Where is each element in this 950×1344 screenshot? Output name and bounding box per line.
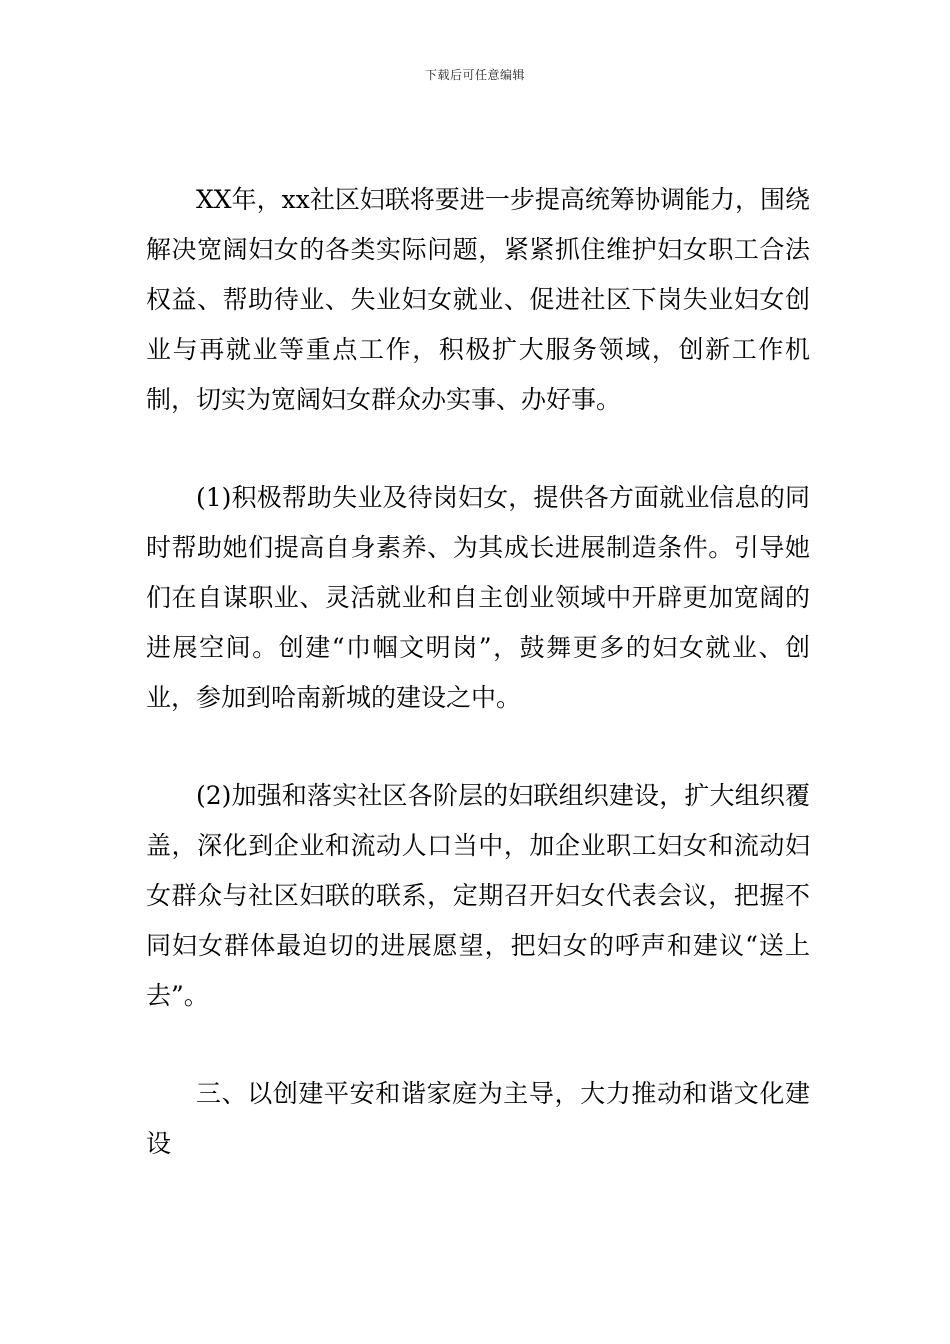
body-paragraph: XX年，xx社区妇联将要进一步提高统筹协调能力，围绕解决宽阔妇女的各类实际问题，紧紧抓住维护妇女职工合法权益、帮助待业、失业妇女就业、促进社区下岗失业妇女创业与再就业等重点工作，积极扩大服务领域，创新工作机制，切实为宽阔妇女群众办实事、办好事。 <box>146 185 810 414</box>
section-heading: 三、以创建平安和谐家庭为主导，大力推动和谐文化建设 <box>146 1079 810 1158</box>
body-paragraph: (2)加强和落实社区各阶层的妇联组织建设，扩大组织覆盖，深化到企业和流动人口当中，加企业职工妇女和流动妇女群众与社区妇联的联系，定期召开妇女代表会议，把握不同妇女群体最迫切的进展愿望，把妇女的呼声和建议“送上去”。 <box>146 781 810 1010</box>
body-paragraph: (1)积极帮助失业及待岗妇女，提供各方面就业信息的同时帮助她们提高自身素养、为其成长进展制造条件。引导她们在自谋职业、灵活就业和自主创业领域中开辟更加宽阔的进展空间。创建“巾帼文明岗”，鼓舞更多的妇女就业、创业，参加到哈南新城的建设之中。 <box>146 483 810 712</box>
header-note: 下载后可任意编辑 <box>424 68 525 82</box>
